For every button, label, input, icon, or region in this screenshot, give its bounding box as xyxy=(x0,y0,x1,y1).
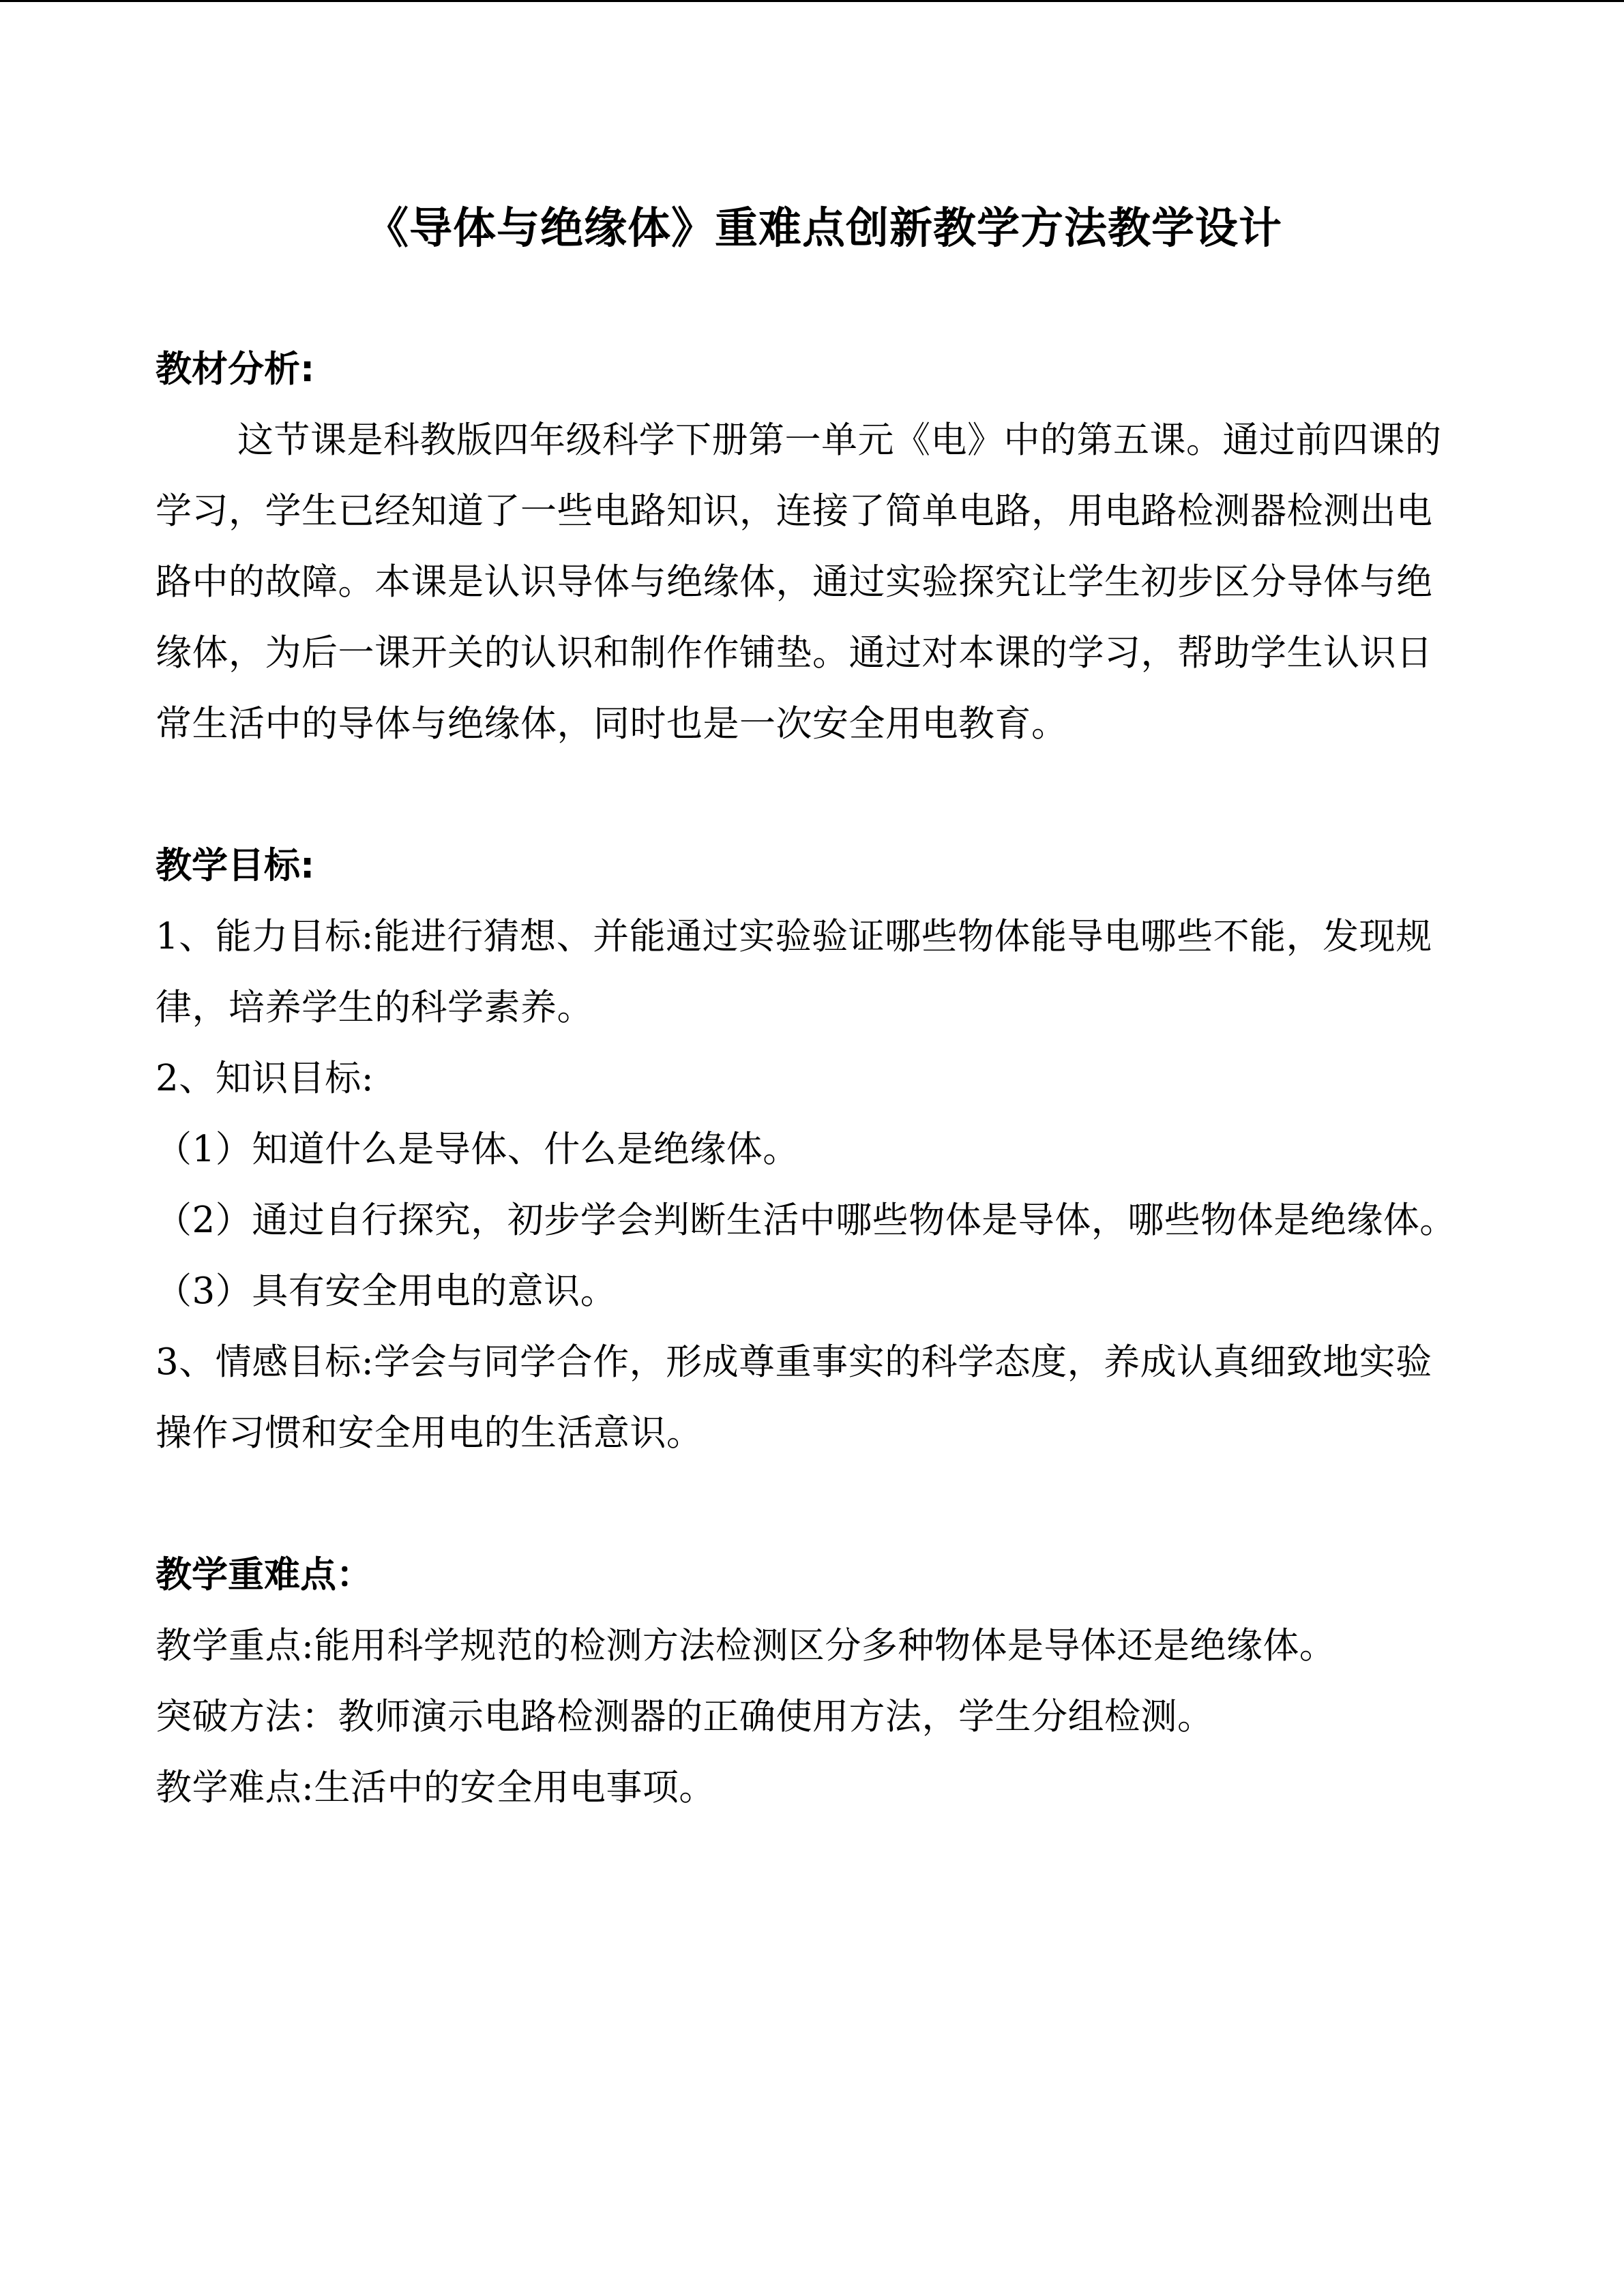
section-key-difficult-points xyxy=(156,1540,1465,1823)
body-paragraph: 2、知识目标: xyxy=(156,1058,374,1099)
body-paragraph: 教学重点:能用科学规范的检测方法检测区分多种物体是导体还是绝缘体。 xyxy=(156,1625,1336,1667)
body-paragraph: 1、能力目标:能进行猜想、并能通过实验验证哪些物体能导电哪些不能，发现规律，培养学生的科学素养。 xyxy=(156,916,1432,1028)
body-paragraph: 突破方法：教师演示电路检测器的正确使用方法，学生分组检测。 xyxy=(156,1696,1214,1738)
body-paragraph: （2）通过自行探究，初步学会判断生活中哪些物体是导体，哪些物体是绝缘体。 xyxy=(156,1199,1456,1241)
section-heading: 教学重难点： xyxy=(156,1554,372,1596)
section-textbook-analysis xyxy=(156,334,1465,760)
body-paragraph: （3）具有安全用电的意识。 xyxy=(156,1270,617,1312)
section-spacer xyxy=(156,1469,1465,1540)
body-paragraph: 这节课是科教版四年级科学下册第一单元《电》中的第五课。通过前四课的学习，学生已经知道了一些电路知识，连接了简单电路，用电路检测器检测出电路中的故障。本课是认识导体与绝缘体，通过实验探究让学生初步区分导体与绝缘体，为后一课开关的认识和制作作铺垫。通过对本课的学习，帮助学生认识日常生活中的导体与绝缘体，同时也是一次安全用电教育。 xyxy=(156,419,1442,745)
body-paragraph: （1）知道什么是导体、什么是绝缘体。 xyxy=(156,1129,799,1170)
top-border-line xyxy=(0,0,1624,2)
document-title: 《导体与绝缘体》重难点创新教学方法教学设计 xyxy=(366,203,1282,253)
document-page xyxy=(156,194,1465,1823)
section-heading: 教材分析: xyxy=(156,348,315,390)
section-spacer xyxy=(156,760,1465,831)
body-paragraph: 3、情感目标:学会与同学合作，形成尊重事实的科学态度，养成认真细致地实验操作习惯和安全用电的生活意识。 xyxy=(156,1341,1432,1454)
section-heading: 教学目标: xyxy=(156,845,315,886)
section-teaching-objectives xyxy=(156,831,1465,1469)
body-paragraph: 教学难点:生活中的安全用电事项。 xyxy=(156,1767,715,1808)
